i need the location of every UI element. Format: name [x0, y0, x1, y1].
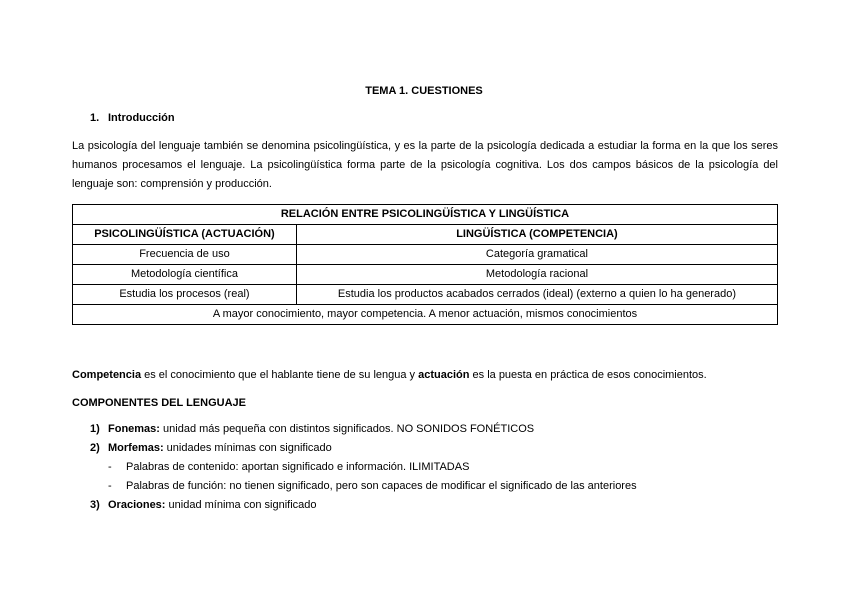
definition-text-1: es el conocimiento que el hablante tiene de su lengua y: [141, 369, 419, 381]
definition-text-2: es la puesta en práctica de esos conocimientos.: [469, 369, 707, 381]
list-term: Morfemas:: [108, 442, 164, 454]
table-cell: Estudia los procesos (real): [73, 285, 297, 305]
table-cell: Estudia los productos acabados cerrados (ideal) (externo a quien lo ha generado): [296, 285, 777, 305]
intro-paragraph: La psicología del lenguaje también se denomina psicolingüística, y es la parte de la psicología dedicada a estudiar la forma en la que los seres humanos procesamos el lenguaje. La psicolingüística forma parte de la psicología cognitiva. Los dos campos básicos de la psicología del lenguaje son: comprensión y producción.: [72, 140, 778, 190]
table-row: [73, 285, 778, 305]
list-number: 1): [90, 423, 100, 435]
sub-list-text: Palabras de función: no tienen significado, pero son capaces de modificar el significado de las anteriores: [126, 480, 637, 492]
relation-table: [72, 204, 778, 325]
section-number: 1.: [90, 112, 100, 124]
sub-list-item: [108, 461, 469, 473]
dash-bullet: -: [108, 461, 112, 473]
table-cell: Categoría gramatical: [296, 245, 777, 265]
list-item: [90, 499, 317, 511]
list-text: unidades mínimas con significado: [163, 442, 332, 454]
table-header-psicolinguistica: PSICOLINGÜÍSTICA (ACTUACIÓN): [73, 225, 297, 245]
term-competencia: Competencia: [72, 369, 142, 381]
table-row: [73, 245, 778, 265]
table-footer: A mayor conocimiento, mayor competencia. A menor actuación, mismos conocimientos: [73, 305, 778, 325]
list-number: 2): [90, 442, 100, 454]
table-header-linguistica: LINGÜÍSTICA (COMPETENCIA): [296, 225, 777, 245]
table-cell: Metodología racional: [296, 265, 777, 285]
table-cell: Frecuencia de uso: [73, 245, 297, 265]
table-caption: RELACIÓN ENTRE PSICOLINGÜÍSTICA Y LINGÜÍSTICA: [73, 205, 778, 225]
table-row: [73, 265, 778, 285]
list-item: [90, 442, 332, 454]
sub-list-text: Palabras de contenido: aportan significado e información. ILIMITADAS: [126, 461, 470, 473]
list-text: unidad mínima con significado: [165, 499, 317, 511]
table-cell: Metodología científica: [73, 265, 297, 285]
components-heading: COMPONENTES DEL LENGUAJE: [72, 397, 246, 409]
list-text: unidad más pequeña con distintos significados. NO SONIDOS FONÉTICOS: [159, 423, 535, 435]
sub-list-item: [108, 480, 637, 492]
document-title: TEMA 1. CUESTIONES: [365, 85, 483, 97]
term-actuacion: actuación: [418, 369, 470, 381]
list-number: 3): [90, 499, 100, 511]
dash-bullet: -: [108, 480, 112, 492]
list-term: Oraciones:: [108, 499, 166, 511]
section-label: Introducción: [108, 112, 175, 124]
list-item: [90, 423, 534, 435]
list-term: Fonemas:: [108, 423, 160, 435]
definition-paragraph: [72, 369, 778, 381]
section-heading-introduccion: [90, 112, 175, 124]
